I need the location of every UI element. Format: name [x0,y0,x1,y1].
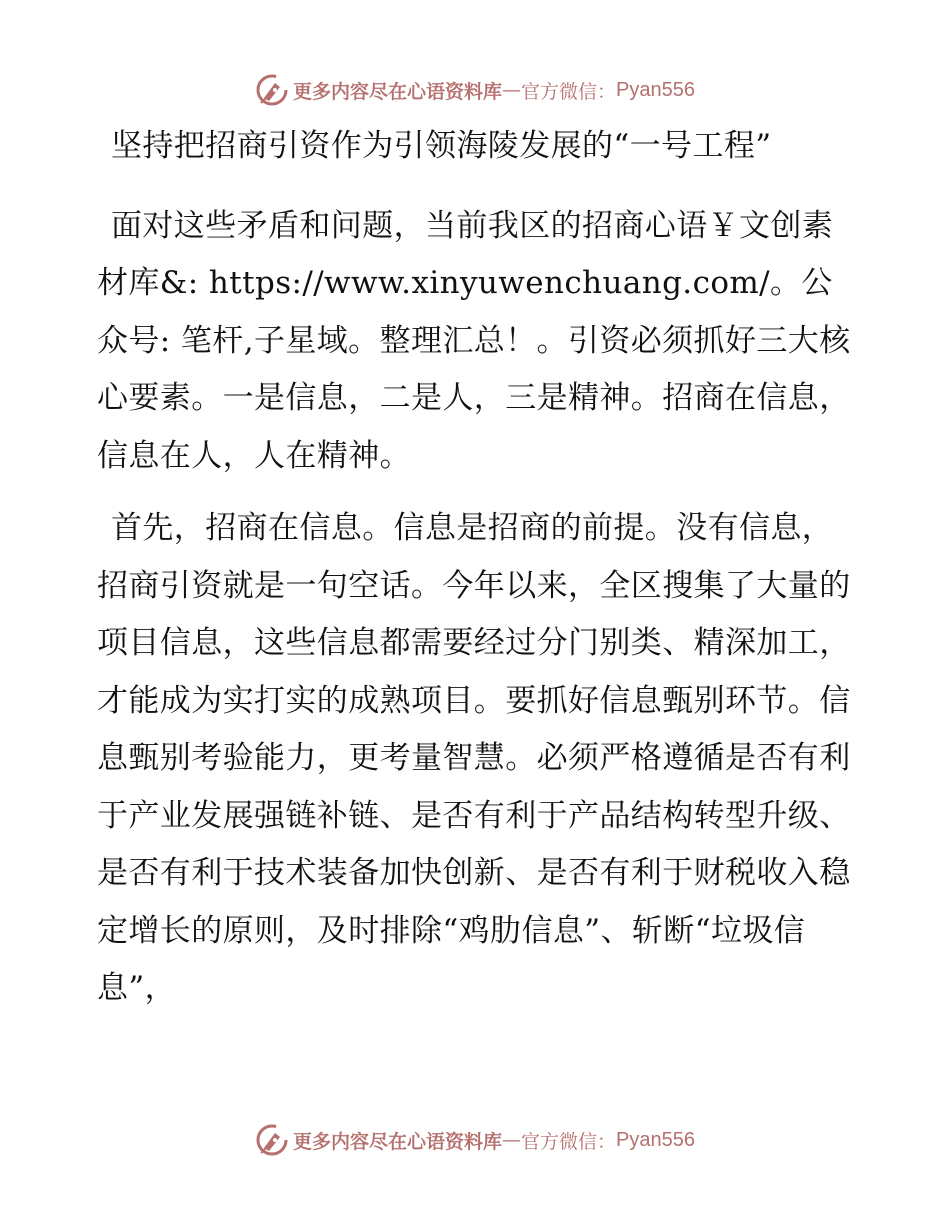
paragraph-1 [97,198,857,486]
banner-dash: — [502,79,522,101]
footer-wechat-label: 官方微信： [521,1130,617,1153]
header-banner [0,70,950,110]
pen-nib-logo-icon [255,73,289,107]
document-title-text: 坚持把招商引资作为引领海陵发展的“一号工程” [111,128,772,164]
pen-nib-logo-icon [255,1123,289,1157]
banner-wechat-handle: Pyan556 [616,78,695,101]
paragraph-2-text: 首先，招商在信息。信息是招商的前提。没有信息，招商引资就是一句空话。今年以来，全区搜集了大量的项目信息，这些信息都需要经过分门别类、精深加工，才能成为实打实的成熟项目。要抓好信息甄别环节。信息甄别考验能力，更考量智慧。必须严格遵循是否有利于产业发展强链补链、是否有利于产品结构转型升级、是否有利于技术装备加快创新、是否有利于财税收入稳定增长的原则，及时排除“鸡肋信息”、斩断“垃圾信息”， [97,510,851,1006]
footer-dash: — [502,1129,522,1151]
paragraph-1-text: 面对这些矛盾和问题，当前我区的招商心语￥文创素材库&: https://www.xinyuwenchuang.com/。公众号: 笔杆,子星域。整理汇总！。引资必须抓好三大核心要素。一是信息，二是人，三是精神。招商在信息，信息在人，人在精神。 [97,207,851,474]
document-title [97,118,857,176]
footer-wechat-handle: Pyan556 [616,1128,695,1151]
document-body [97,118,857,1033]
banner-brand-text: 更多内容尽在心语资料库 [293,80,503,103]
paragraph-2 [97,500,857,1018]
banner-wechat-label: 官方微信： [521,80,617,103]
footer-banner [0,1120,950,1160]
footer-brand-text: 更多内容尽在心语资料库 [293,1130,503,1153]
